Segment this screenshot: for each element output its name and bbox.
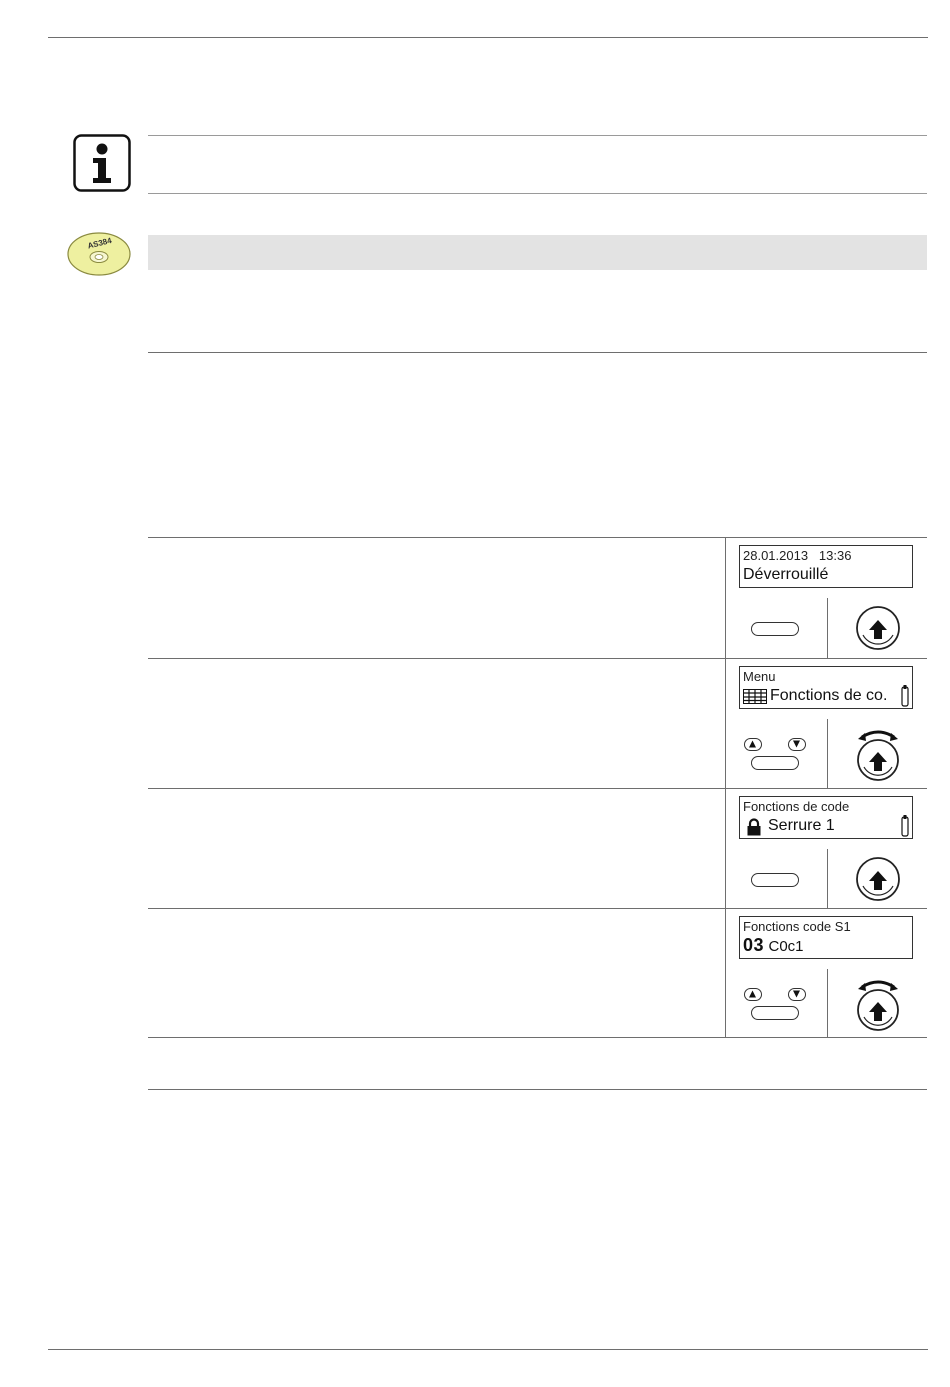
rotary-knob-icon[interactable]: [854, 855, 902, 903]
scroll-indicator-icon: [901, 815, 909, 837]
cd-icon: [66, 229, 132, 277]
lcd-display: [739, 796, 913, 839]
enter-key-button[interactable]: [751, 756, 799, 770]
up-arrow-button[interactable]: [744, 738, 762, 751]
menu-grid-icon: [743, 689, 767, 704]
info-note-bottom-rule: [148, 193, 927, 194]
step-panel-2: [725, 659, 928, 789]
panel-divider: [827, 849, 828, 909]
scroll-indicator-icon: [901, 685, 909, 707]
enter-key-button[interactable]: [751, 873, 799, 887]
rotary-knob-turn-icon[interactable]: [854, 725, 902, 783]
step-row-4: [148, 908, 927, 1038]
rotary-knob-turn-icon[interactable]: [854, 975, 902, 1033]
header-rule: [48, 37, 928, 38]
step-panel-3: [725, 789, 928, 909]
code-name: C0c1: [768, 938, 804, 955]
lcd-line-1: Fonctions de code: [743, 799, 850, 814]
code-number: 03: [743, 935, 765, 955]
enter-key-button[interactable]: [751, 622, 799, 636]
lcd-line-1: Menu: [743, 669, 776, 684]
lcd-display: [739, 545, 913, 588]
table-rule: [148, 1037, 927, 1038]
cd-label: AS384: [86, 235, 113, 251]
step-row-3: [148, 788, 927, 909]
lock-icon: [746, 818, 762, 836]
section-rule: [148, 352, 927, 353]
up-arrow-button[interactable]: [744, 988, 762, 1001]
enter-key-button[interactable]: [751, 1006, 799, 1020]
table-bottom-rule: [148, 1089, 927, 1090]
lcd-line-2: [743, 935, 804, 956]
step-row-2: [148, 658, 927, 789]
panel-divider: [827, 598, 828, 659]
lcd-line-2: Fonctions de co.: [770, 687, 888, 704]
info-icon: [73, 134, 131, 192]
down-arrow-button[interactable]: [788, 988, 806, 1001]
up-arrow-icon: [745, 989, 760, 999]
lcd-display: [739, 916, 913, 959]
lcd-line-2: Déverrouillé: [743, 566, 829, 583]
section-banner: [148, 235, 927, 270]
step-row-1: [148, 537, 927, 659]
step-panel-1: [725, 538, 928, 659]
rotary-knob-icon[interactable]: [854, 604, 902, 652]
up-arrow-icon: [745, 739, 760, 749]
panel-divider: [827, 719, 828, 789]
panel-divider: [827, 969, 828, 1038]
down-arrow-icon: [789, 739, 804, 749]
lcd-line-2: Serrure 1: [768, 817, 835, 834]
lcd-line-1: 28.01.2013 13:36: [743, 548, 852, 563]
info-note-top-rule: [148, 135, 927, 136]
lcd-line-1: Fonctions code S1: [743, 919, 851, 934]
down-arrow-button[interactable]: [788, 738, 806, 751]
lcd-display: [739, 666, 913, 709]
step-panel-4: [725, 909, 928, 1038]
down-arrow-icon: [789, 989, 804, 999]
footer-rule: [48, 1349, 928, 1350]
